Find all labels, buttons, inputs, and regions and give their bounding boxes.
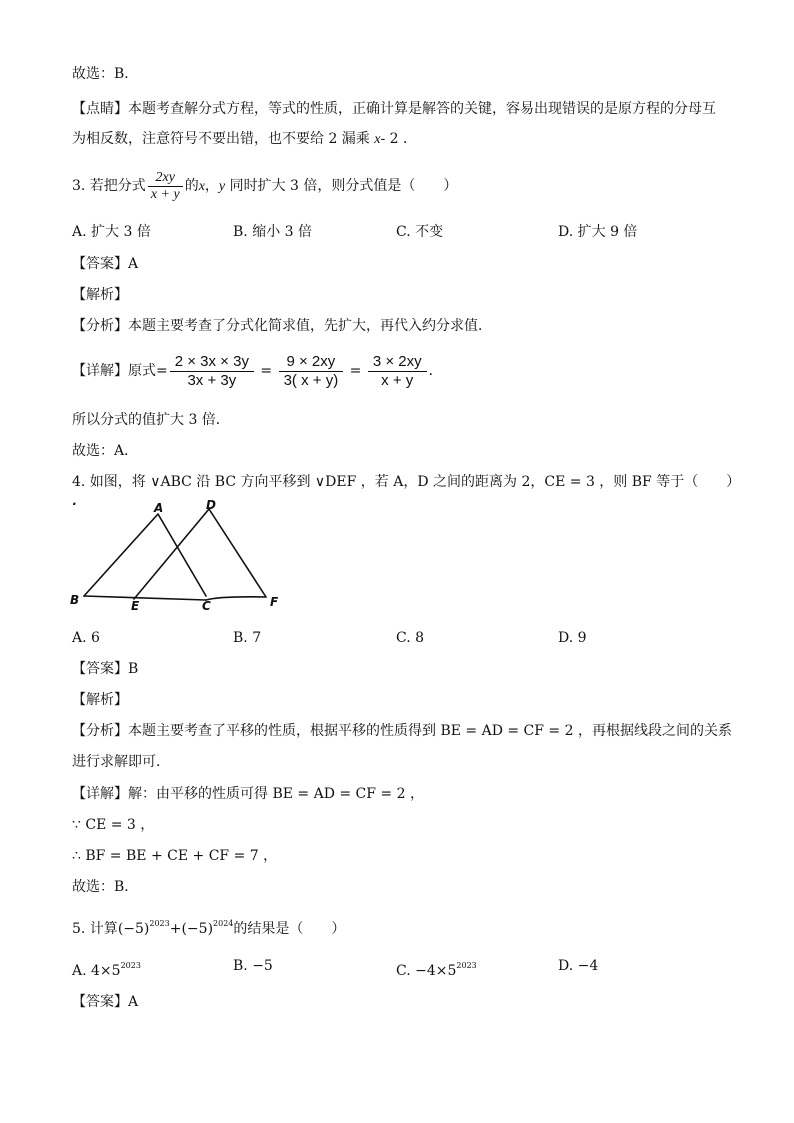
answer-label: 【答案】A [72,256,139,272]
plus-sign: + [169,921,182,937]
triangle-abc-sides [84,514,206,596]
question-number: 3. 若把分式 [72,178,146,194]
exponent: 2023 [456,961,477,970]
exponent: 2023 [149,919,170,928]
option-d: D. 扩大 9 倍 [558,224,638,240]
option-d: D. −4 [558,958,599,974]
option-a [72,956,141,981]
label-c: C [202,599,211,613]
fraction [279,353,344,390]
text-line: 故选：B． [72,879,139,895]
text-fragment: ， [204,178,219,194]
label-a: A [154,501,164,515]
text-fragment: 的结果是（ ） [233,921,346,937]
segment-bc [84,596,206,600]
question-3 [72,168,457,205]
text-line [72,129,417,150]
text-fragment: 【详解】原式= [72,363,168,379]
fraction-numerator: 2xy [155,169,175,185]
question-5 [72,912,345,941]
option-d: D. 9 [558,630,587,646]
option-c: C. 不变 [396,224,444,240]
option-a: A. 扩大 3 倍 [72,224,151,240]
question-number: 5. 计算 [72,921,118,937]
answer-label: 【答案】A [72,994,139,1010]
label-b: B [70,593,80,607]
fraction-denominator: x + y [148,186,183,203]
text-fragment: ． [428,363,443,379]
fraction-numerator: 2 × 3x × 3y [174,352,249,370]
label-e: E [131,599,140,613]
text-line: 故选：A． [72,443,139,459]
analysis-text: 【分析】本题主要考查了平移的性质，根据平移的性质得到 BE = AD = CF = 2 ，再根据线段之间的关系 [72,723,732,739]
option-c: C. 8 [396,630,425,646]
exponent: 2023 [120,961,141,970]
segment-cf [206,597,266,600]
analysis-label: 【解析】 [72,692,128,708]
text-fragment: 为相反数，注意符号不要出错，也不要给 2 漏乘 [72,131,375,147]
option-b: B. 缩小 3 倍 [233,224,312,240]
detail-text: ∴ BF = BE + CE + CF = 7 ， [72,848,278,864]
fraction-denominator: 3x + 3y [170,371,254,390]
fraction [170,353,254,390]
detail-text: 【详解】解：由平移的性质可得 BE = AD = CF = 2 ， [72,786,424,802]
equals-sign: = [349,363,362,379]
fraction-denominator: 3( x + y) [279,371,344,390]
option-b: B. 7 [233,630,262,646]
label-d: D [206,500,216,512]
math-var: y [218,179,226,194]
fraction-numerator: 3 × 2xy [372,352,422,370]
detail-text: ∵ CE = 3 ， [72,817,155,833]
analysis-text: 【分析】本题主要考查了分式化简求值，先扩大，再代入约分求值． [72,318,492,334]
option-text: C. −4×5 [396,963,457,979]
analysis-label: 【解析】 [72,287,128,303]
math-var: x [374,132,381,147]
fraction-numerator: 9 × 2xy [286,352,336,370]
figure-mark: · [72,500,77,511]
text-fragment: 的 [184,178,199,194]
equals-sign: = [260,363,273,379]
text-line: 【点睛】本题考查解分式方程，等式的性质，正确计算是解答的关键，容易出现错误的是原方程的分母互 [72,101,716,117]
label-f: F [270,595,279,609]
fraction [368,353,427,390]
option-text: A. 4×5 [72,963,121,979]
math-term: (−5) [181,921,214,937]
option-b: B. −5 [233,958,273,974]
answer-label: 【答案】B [72,661,139,677]
exponent: 2024 [213,919,234,928]
text-line: 所以分式的值扩大 3 倍． [72,412,230,428]
text-fragment: 同时扩大 3 倍，则分式值是（ ） [225,178,458,194]
fraction-denominator: x + y [368,371,427,390]
text-fragment: - 2 ． [380,131,418,147]
triangle-translation-figure [70,500,290,618]
detail-equation [72,350,443,392]
option-c [396,956,477,981]
option-a: A. 6 [72,630,100,646]
question-4: 4. 如图，将 ∨ABC 沿 BC 方向平移到 ∨DEF ，若 A，D 之间的距离为 2，CE = 3 ，则 BF 等于（ ） [72,474,741,490]
math-term: (−5) [117,921,150,937]
math-var: x [198,179,205,194]
analysis-text: 进行求解即可． [72,754,170,770]
text-line: 故选：B． [72,66,139,82]
fraction [148,170,183,203]
